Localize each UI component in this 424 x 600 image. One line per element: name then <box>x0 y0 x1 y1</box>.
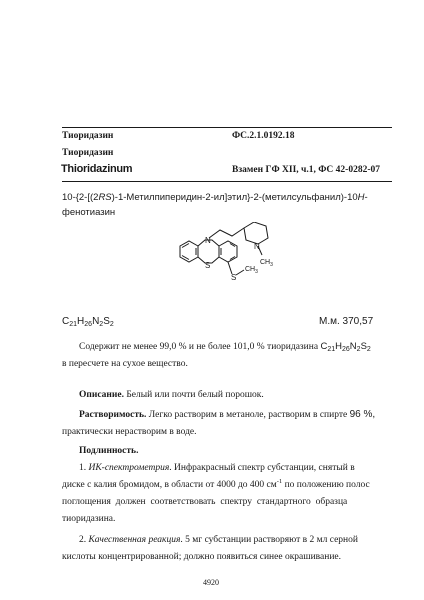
ir-line4: тиоридазина. <box>62 514 116 524</box>
ir-line3: поглощения должен соответствовать спектру стандартного образца <box>62 497 348 507</box>
chemical-name-line2: фенотиазин <box>62 207 116 218</box>
ir-line2: диске с калия бромидом, в области от 4000 до 400 $см^{-1}$ по положению полос <box>62 478 370 490</box>
title-ru-secondary: Тиоридазин <box>62 148 114 158</box>
authenticity-heading: Подлинность. <box>79 446 139 456</box>
replaces-note: Взамен ГФ XII, ч.1, ФС 42-0282-07 <box>232 165 380 175</box>
chemical-name-line1: 10-{2-[(2RS)-1-Метилпиперидин-2-ил]этил}-2-(метилсульфанил)-10H- <box>62 192 368 203</box>
ethyl-chain <box>209 228 244 238</box>
qualitative-line2: кислоты концентрированной; должно появиться синее окрашивание. <box>62 552 342 562</box>
qualitative-line1: 2. Качественная реакция. 5 мг субстанции растворяют в 2 мл серной <box>79 535 358 545</box>
piperidine-ring <box>244 222 268 244</box>
atom-n-ring: N <box>205 236 211 245</box>
n-methyl-label: $CH_3$ <box>260 259 273 268</box>
structural-formula <box>170 222 320 332</box>
title-latin: Thioridazinum <box>61 163 133 175</box>
header-top-rule <box>62 127 392 128</box>
molecular-formula: $C_{21}H_{26}N_2S_2$ <box>62 316 114 328</box>
molecular-mass: М.м. 370,57 <box>319 316 374 327</box>
solubility-line1: Растворимость. Легко растворим в метаноле, растворим в спирте 96 %, <box>79 409 376 420</box>
content-line1: Содержит не менее 99,0 % и не более 101,0 % тиоридазина $C_{21}H_{26}N_2S_2$ <box>79 341 371 353</box>
thio-bond-2 <box>236 270 244 275</box>
description: Описание. Белый или почти белый порошок. <box>79 390 264 400</box>
atom-s-ring: S <box>205 261 211 270</box>
right-benzene-ring <box>219 241 237 262</box>
thio-methyl-label: $CH_3$ <box>245 266 258 275</box>
solubility-line2: практически нерастворим в воде. <box>62 427 197 437</box>
content-line2: в пересчете на сухое вещество. <box>62 359 188 369</box>
thio-s-label: S <box>231 273 237 282</box>
ir-line1: 1. ИК-спектрометрия. Инфракрасный спектр субстанции, снятый в <box>79 463 355 473</box>
page-number: 4920 <box>203 578 219 587</box>
atom-n-piperidine: N <box>254 242 260 251</box>
fs-number: ФС.2.1.0192.18 <box>232 131 295 141</box>
header-bottom-rule <box>62 181 392 182</box>
title-ru: Тиоридазин <box>62 131 114 141</box>
left-benzene-ring <box>180 241 198 262</box>
